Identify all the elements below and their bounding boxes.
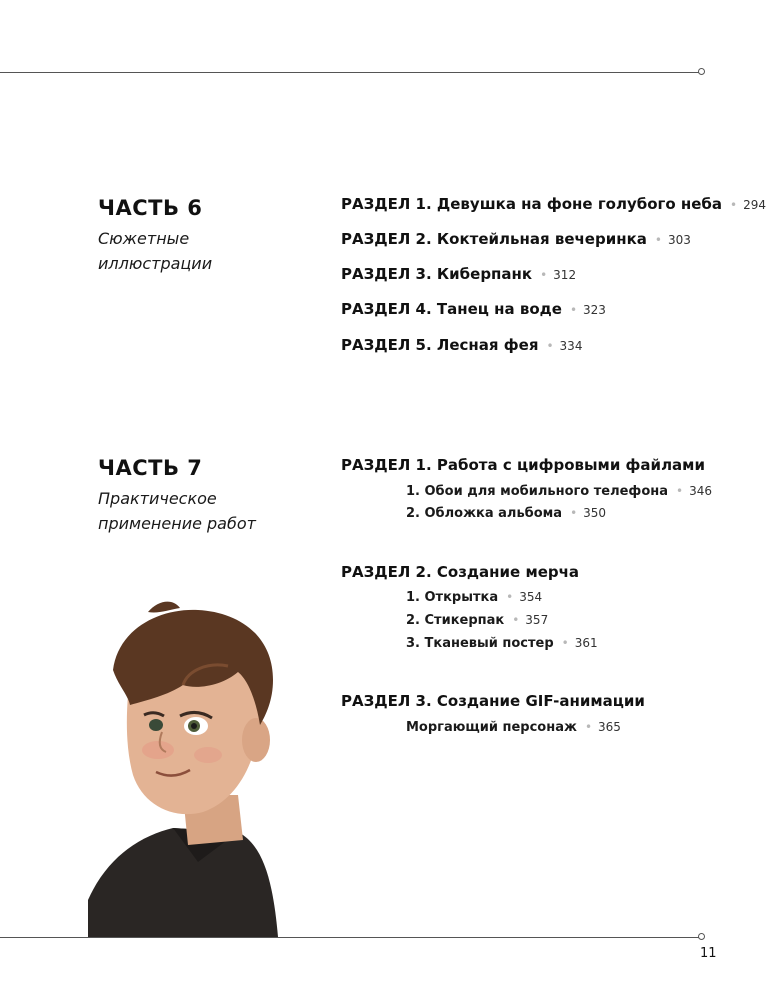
toc-page-number: 323 bbox=[583, 303, 606, 317]
toc-page-number: 350 bbox=[583, 506, 607, 520]
toc-entry-label: 1. Открытка bbox=[406, 590, 499, 605]
toc-entry[interactable] bbox=[341, 336, 582, 354]
toc-entry-label: РАЗДЕЛ 1. Девушка на фоне голубого неба bbox=[341, 195, 722, 213]
toc-subentry[interactable] bbox=[406, 720, 621, 735]
toc-entry[interactable] bbox=[341, 265, 576, 283]
separator-dot: • bbox=[584, 720, 593, 734]
character-illustration-svg bbox=[88, 600, 348, 937]
character-illustration bbox=[88, 600, 348, 937]
bottom-rule bbox=[0, 937, 700, 938]
toc-entry-label: РАЗДЕЛ 3. Киберпанк bbox=[341, 265, 533, 283]
separator-dot: • bbox=[569, 303, 578, 317]
page-number: 11 bbox=[700, 946, 717, 961]
toc-page-number: 357 bbox=[525, 613, 549, 627]
toc-entry[interactable] bbox=[341, 195, 766, 213]
toc-page-number: 361 bbox=[574, 636, 598, 650]
part-7-title: ЧАСТЬ 7 bbox=[98, 456, 203, 480]
bottom-rule-end-dot bbox=[698, 933, 705, 940]
part-7-subtitle: Практическое применение работ bbox=[98, 489, 256, 533]
toc-subentry[interactable] bbox=[406, 590, 542, 605]
toc-section-heading[interactable]: РАЗДЕЛ 3. Создание GIF-анимации bbox=[341, 692, 645, 710]
toc-entry-label: РАЗДЕЛ 2. Коктейльная вечеринка bbox=[341, 230, 647, 248]
separator-dot: • bbox=[540, 268, 548, 282]
toc-entry-label: 1. Обои для мобильного телефона bbox=[406, 484, 669, 499]
toc-entry-label: 2. Стикерпак bbox=[406, 613, 505, 628]
top-rule-end-dot bbox=[698, 68, 705, 75]
toc-subentry[interactable] bbox=[406, 484, 712, 499]
toc-page-number: 354 bbox=[519, 590, 543, 604]
toc-subentry[interactable] bbox=[406, 613, 548, 628]
toc-page-number: 312 bbox=[553, 268, 577, 282]
separator-dot: • bbox=[561, 636, 569, 650]
separator-dot: • bbox=[570, 506, 578, 520]
separator-dot: • bbox=[676, 484, 684, 498]
part-6-subtitle: Сюжетные иллюстрации bbox=[98, 229, 213, 273]
toc-entry[interactable] bbox=[341, 300, 606, 318]
separator-dot: • bbox=[506, 590, 514, 604]
top-rule bbox=[0, 72, 700, 73]
toc-entry-label: 2. Обложка альбома bbox=[406, 506, 563, 521]
part-6-title: ЧАСТЬ 6 bbox=[98, 196, 203, 220]
toc-page-number: 365 bbox=[598, 720, 621, 734]
toc-section-heading[interactable]: РАЗДЕЛ 2. Создание мерча bbox=[341, 563, 580, 581]
toc-section-heading[interactable]: РАЗДЕЛ 1. Работа с цифровыми файлами bbox=[341, 456, 705, 474]
separator-dot: • bbox=[512, 613, 520, 627]
separator-dot: • bbox=[654, 233, 662, 247]
toc-page-number: 294 bbox=[743, 198, 766, 212]
toc-entry-label: РАЗДЕЛ 4. Танец на воде bbox=[341, 300, 562, 318]
toc-subentry[interactable] bbox=[406, 636, 598, 651]
toc-page-number: 346 bbox=[689, 484, 713, 498]
separator-dot: • bbox=[546, 339, 554, 353]
toc-entry-label: 3. Тканевый постер bbox=[406, 636, 554, 651]
toc-page-number: 334 bbox=[559, 339, 583, 353]
toc-subentry[interactable] bbox=[406, 506, 606, 521]
toc-entry[interactable] bbox=[341, 230, 691, 248]
toc-entry-label: РАЗДЕЛ 5. Лесная фея bbox=[341, 336, 539, 354]
toc-page-number: 303 bbox=[667, 233, 691, 247]
toc-entry-label: Моргающий персонаж bbox=[406, 720, 577, 735]
separator-dot: • bbox=[730, 198, 738, 212]
